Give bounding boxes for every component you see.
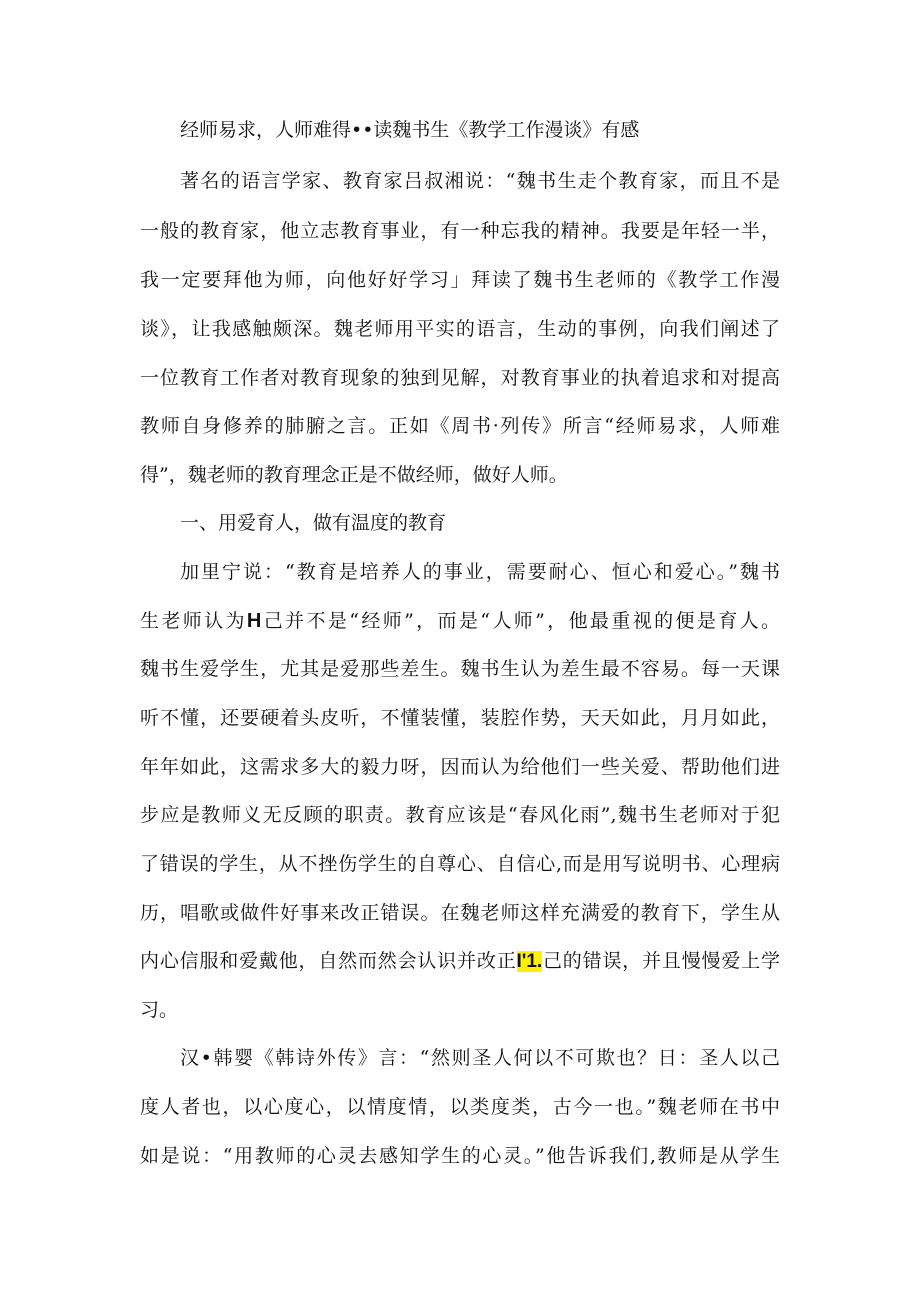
text-segment: 己并不是“经师”，而是“人师”，他最重视的便是育人。 [261, 610, 780, 632]
paragraph-2-line-7: 了错误的学生，从不挫伤学生的自尊心、自信心,而是用写说明书、心理病 [140, 853, 780, 875]
text-segment: 生老师认为 [140, 610, 247, 632]
paragraph-1-line-4: 谈》，让我感触颇深。魏老师用平实的语言，生动的事例，向我们阐述了 [140, 318, 780, 340]
paragraph-2-line-6: 步应是教师义无反顾的职责。教育应该是“春风化雨”,魏书生老师对于犯 [140, 804, 780, 826]
ocr-glyph: H [246, 610, 262, 632]
paragraph-1-line-5: 一位教育工作者对教育现象的独到见解，对教育事业的执着追求和对提高 [140, 367, 780, 389]
paragraph-2-line-4: 听不懂，还要硬着头皮听，不懂装懂，装腔作势，天天如此，月月如此， [140, 707, 780, 729]
paragraph-2-line-9 [140, 945, 780, 977]
paragraph-3-line-1: 汉•韩婴《韩诗外传》言：“然则圣人何以不可欺也？日：圣人以己 [180, 1047, 780, 1069]
paragraph-3-line-2: 度人者也，以心度心，以情度情，以类度类，古今一也。”魏老师在书中 [140, 1096, 780, 1118]
paragraph-3-line-3: 如是说：“用教师的心灵去感知学生的心灵。”他告诉我们,教师是从学生 [140, 1145, 780, 1167]
highlighted-text: I'1. [516, 951, 543, 972]
paragraph-2-line-8: 历，唱歌或做件好事来改正错误。在魏老师这样充满爱的教育下，学生从 [140, 902, 780, 924]
paragraph-1-line-7: 得”，魏老师的教育理念正是不做经师，做好人师。 [140, 464, 568, 486]
paragraph-2-line-1: 加里宁说：“教育是培养人的事业，需要耐心、恒心和爱心。”魏书 [180, 561, 780, 583]
paragraph-2-line-10: 习。 [140, 999, 179, 1021]
paragraph-1-line-6: 教师自身修养的肺腑之言。正如《周书·列传》所言“经师易求，人师难 [140, 415, 780, 437]
text-segment: 己的错误，并且慢慢爱上学 [542, 950, 780, 972]
paragraph-1-line-3: 我一定要拜他为师，向他好好学习」拜读了魏书生老师的《教学工作漫 [140, 269, 780, 291]
text-segment: 内心信服和爱戴他，自然而然会认识并改正 [140, 950, 517, 972]
paragraph-1-line-1: 著名的语言学家、教育家吕叔湘说：“魏书生走个教育家，而且不是 [180, 170, 780, 192]
paragraph-2-line-2 [140, 605, 780, 637]
document-title: 经师易求，人师难得••读魏书生《教学工作漫谈》有感 [180, 119, 640, 141]
paragraph-2-line-5: 年年如此，这需求多大的毅力呀，因而认为给他们一些关爱、帮助他们进 [140, 756, 780, 778]
section-heading-1: 一、用爱育人，做有温度的教育 [180, 512, 447, 534]
paragraph-2-line-3: 魏书生爱学生，尤其是爱那些差生。魏书生认为差生最不容易。每一天课 [140, 658, 780, 680]
paragraph-1-line-2: 一般的教育家，他立志教育事业，有一种忘我的精神。我要是年轻一半， [140, 220, 780, 242]
